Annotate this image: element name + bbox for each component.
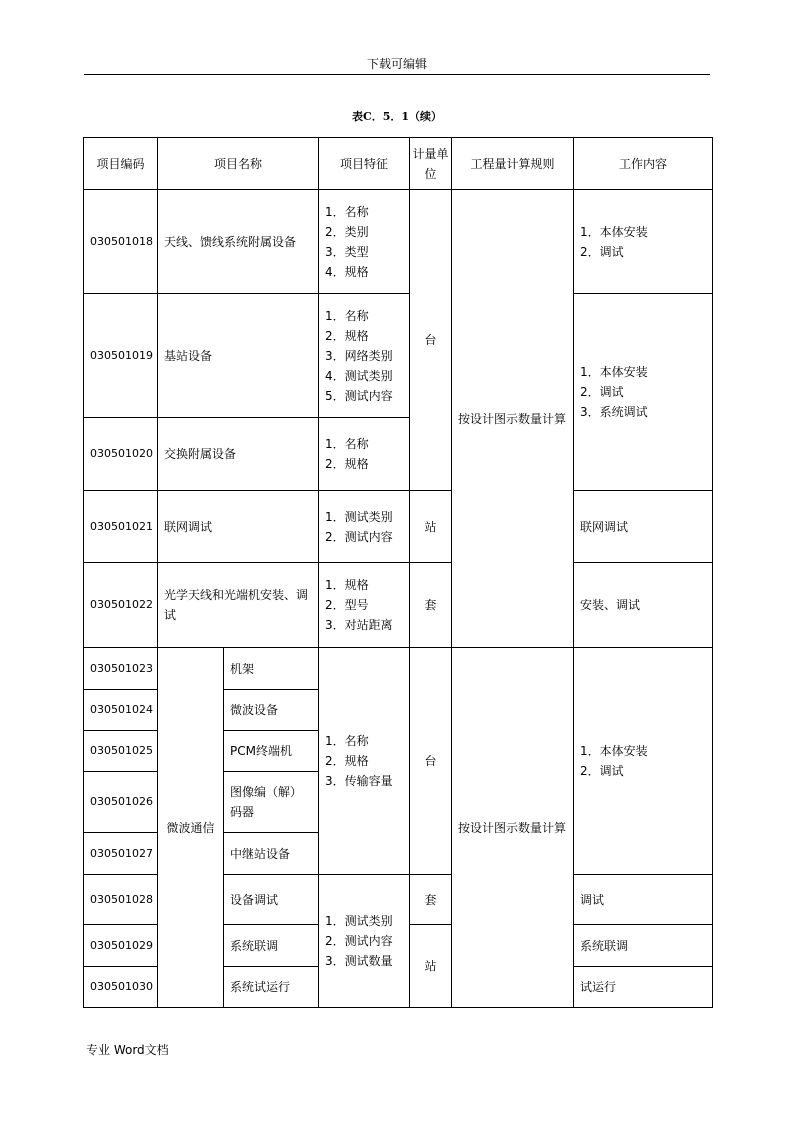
table-row bbox=[84, 190, 713, 294]
feature-item: 4．测试类别 bbox=[325, 368, 393, 383]
row-code: 030501020 bbox=[84, 418, 158, 491]
row-code: 030501019 bbox=[84, 294, 158, 418]
feature-item: 3．传输容量 bbox=[325, 774, 393, 788]
col-header-feature: 项目特征 bbox=[319, 138, 410, 190]
group-name: 微波通信 bbox=[158, 648, 224, 1008]
rule-cell: 按设计图示数量计算 bbox=[452, 648, 574, 1008]
row-code: 030501028 bbox=[84, 875, 158, 925]
work-item: 1．本体安装 bbox=[580, 365, 648, 379]
feature-item: 2．类别 bbox=[325, 224, 369, 239]
feature-item: 1．名称 bbox=[325, 437, 369, 451]
feature-item: 1．名称 bbox=[325, 734, 369, 748]
feature-cell bbox=[319, 418, 410, 491]
work-cell bbox=[574, 648, 713, 875]
work-item: 2．调试 bbox=[580, 764, 624, 778]
row-name: 图像编（解）码器 bbox=[224, 772, 319, 833]
header-row bbox=[84, 138, 713, 190]
feature-item: 5．测试内容 bbox=[325, 388, 393, 403]
feature-item: 3．网络类别 bbox=[325, 348, 393, 363]
work-item: 1．本体安装 bbox=[580, 224, 648, 239]
work-item: 3．系统调试 bbox=[580, 405, 648, 419]
col-header-code: 项目编码 bbox=[84, 138, 158, 190]
row-name: 光学天线和光端机安装、调试 bbox=[158, 563, 319, 648]
row-code: 030501024 bbox=[84, 690, 158, 731]
row-code: 030501018 bbox=[84, 190, 158, 294]
feature-cell bbox=[319, 491, 410, 563]
row-code: 030501026 bbox=[84, 772, 158, 833]
feature-item: 1．测试类别 bbox=[325, 509, 393, 524]
work-cell: 联网调试 bbox=[574, 491, 713, 563]
unit-cell: 台 bbox=[410, 648, 452, 875]
feature-item: 3．类型 bbox=[325, 244, 369, 259]
table-caption: 表C．5．1（续） bbox=[351, 110, 443, 123]
feature-item: 2．规格 bbox=[325, 754, 369, 768]
unit-cell: 站 bbox=[410, 925, 452, 1008]
work-item: 1．本体安装 bbox=[580, 744, 648, 758]
feature-item: 4．规格 bbox=[325, 264, 369, 279]
feature-item: 2．型号 bbox=[325, 598, 369, 612]
page-footer: 专业 Word文档 bbox=[86, 1043, 169, 1057]
col-header-rule: 工程量计算规则 bbox=[452, 138, 574, 190]
table-row bbox=[84, 294, 713, 418]
work-cell bbox=[574, 190, 713, 294]
feature-item: 3．对站距离 bbox=[325, 618, 393, 632]
work-cell: 安装、调试 bbox=[574, 563, 713, 648]
unit-cell: 站 bbox=[410, 491, 452, 563]
work-cell: 调试 bbox=[574, 875, 713, 925]
table-row bbox=[84, 648, 713, 690]
feature-cell bbox=[319, 563, 410, 648]
feature-item: 2．规格 bbox=[325, 328, 369, 343]
col-header-unit: 计量单位 bbox=[410, 138, 452, 190]
work-item: 2．调试 bbox=[580, 385, 624, 399]
unit-cell: 套 bbox=[410, 563, 452, 648]
row-code: 030501021 bbox=[84, 491, 158, 563]
feature-item: 2．测试内容 bbox=[325, 529, 393, 544]
row-code: 030501030 bbox=[84, 967, 158, 1008]
feature-item: 1．测试类别 bbox=[325, 914, 393, 928]
feature-item: 1．名称 bbox=[325, 308, 369, 323]
col-header-name: 项目名称 bbox=[158, 138, 319, 190]
row-name: PCM终端机 bbox=[224, 731, 319, 772]
feature-cell bbox=[319, 190, 410, 294]
row-name: 基站设备 bbox=[158, 294, 319, 418]
unit-cell: 套 bbox=[410, 875, 452, 925]
row-name: 系统试运行 bbox=[224, 967, 319, 1008]
table-row bbox=[84, 563, 713, 648]
feature-item: 2．测试内容 bbox=[325, 934, 393, 948]
row-name: 微波设备 bbox=[224, 690, 319, 731]
row-code: 030501029 bbox=[84, 925, 158, 967]
feature-item: 2．规格 bbox=[325, 457, 369, 471]
row-code: 030501025 bbox=[84, 731, 158, 772]
feature-item: 3．测试数量 bbox=[325, 954, 393, 968]
row-name: 天线、馈线系统附属设备 bbox=[158, 190, 319, 294]
row-name: 机架 bbox=[224, 648, 319, 690]
row-name: 中继站设备 bbox=[224, 833, 319, 875]
feature-item: 1．规格 bbox=[325, 578, 369, 592]
row-name: 系统联调 bbox=[224, 925, 319, 967]
feature-cell bbox=[319, 294, 410, 418]
table-row bbox=[84, 491, 713, 563]
row-name: 设备调试 bbox=[224, 875, 319, 925]
row-name: 联网调试 bbox=[158, 491, 319, 563]
unit-cell: 台 bbox=[410, 190, 452, 491]
feature-item: 1．名称 bbox=[325, 204, 369, 219]
col-header-work: 工作内容 bbox=[574, 138, 713, 190]
work-cell bbox=[574, 294, 713, 491]
row-code: 030501023 bbox=[84, 648, 158, 690]
row-code: 030501027 bbox=[84, 833, 158, 875]
feature-cell bbox=[319, 875, 410, 1008]
work-cell: 系统联调 bbox=[574, 925, 713, 967]
feature-cell bbox=[319, 648, 410, 875]
rule-cell: 按设计图示数量计算 bbox=[452, 190, 574, 648]
work-cell: 试运行 bbox=[574, 967, 713, 1008]
page-header: 下载可编辑 bbox=[366, 57, 427, 71]
row-code: 030501022 bbox=[84, 563, 158, 648]
work-item: 2．调试 bbox=[580, 244, 624, 259]
spec-table bbox=[83, 137, 713, 1008]
row-name: 交换附属设备 bbox=[158, 418, 319, 491]
header-rule bbox=[84, 74, 710, 75]
